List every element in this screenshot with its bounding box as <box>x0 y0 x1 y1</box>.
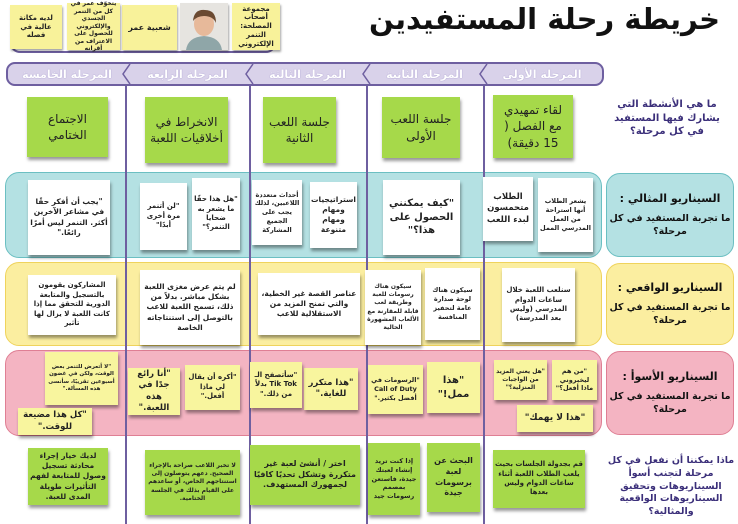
phase-1: المرحلة الأولى <box>502 67 582 81</box>
realistic-question: ما تجربة المستفيد في كل مرحلة؟ <box>609 302 731 326</box>
persona-name-note: شعبية عمر <box>122 5 177 50</box>
activity-3: جلسة اللعب الثانية <box>263 97 336 163</box>
worst-note: "هذا متكرر للغاية." <box>304 368 358 410</box>
activity-4: الانخراط في أخلاقيات اللعبة <box>145 97 228 163</box>
worst-note: "هذا لا يهمك" <box>517 405 593 432</box>
chevron-divider <box>121 64 131 84</box>
realistic-note: سيكون هناك لوحة صدارة عامة لتحفيز المنافسة <box>425 268 480 340</box>
solution-note: البحث عن لعبة برسومات جيدة <box>427 443 480 512</box>
solutions-question: ماذا يمكننا أن نفعل في كل مرحلة لتجنب أسوأ السيناريوهات وتحقيق السيناريوهات الواقعية والمثالية؟ <box>607 455 735 518</box>
ideal-question: ما تجربة المستفيد في كل مرحلة؟ <box>609 213 731 237</box>
ideal-note: "لن أتنمر مرة أخرى أبدًا" <box>140 183 187 250</box>
phase-4: المرحلة الرابعة <box>147 67 228 81</box>
activity-1: لقاء تمهيدي مع الفصل ( 15 دقيقة) <box>493 95 573 158</box>
realistic-label <box>606 263 734 345</box>
ideal-note: أحداث متعددة اللاعبين، لذلك يجب على الجميع المشاركة <box>252 180 302 245</box>
realistic-title: السيناريو الواقعي : <box>617 281 723 295</box>
ideal-note: استراتيجيات ومهام ومهام متنوعة <box>310 182 357 248</box>
page-title: خريطة رحلة المستفيدين <box>369 2 720 36</box>
activity-2: جلسة اللعب الأولى <box>382 97 460 158</box>
solution-note: إذا كنت تريد إنشاء لعبتك جيدة، فاستعن بمصمم رسومات جيد <box>368 443 420 515</box>
worst-note: "سأتصفح الـ Tik Tok بدلاً من ذلك." <box>250 362 302 408</box>
phase-3: المرحلة الثالثة <box>269 67 346 81</box>
realistic-note: سنلعب اللعبة خلال ساعات الدوام المدرسي (وليس بعد المدرسة) <box>502 268 575 342</box>
worst-label <box>606 351 734 435</box>
ideal-title: السيناريو المثالي : <box>619 192 721 206</box>
ideal-note: "كيف يمكنني الحصول على هذا؟" <box>383 180 460 255</box>
activity-5: الاجتماع الختامي <box>27 97 108 157</box>
worst-note: "كل هذا مضيعة للوقت." <box>18 408 92 435</box>
worst-note: "الرسومات في Call of Duty أفضل بكثير." <box>368 365 423 414</box>
solution-note: قم بجدولة الجلسات بحيث يلعب الطلاب اللعبة أثناء ساعات الدوام وليس بعدها <box>493 450 585 508</box>
chevron-divider <box>478 64 488 84</box>
worst-note: "هل يعني المزيد من الواجبات المنزلية؟" <box>494 360 547 400</box>
worst-note: "من هم ليخبروني ماذا أفعل؟" <box>552 360 597 400</box>
realistic-note: سيكون هناك رسومات للعبة وطريقة لعب قابلة للمقارنة مع الألعاب المشهورة الحالية <box>365 270 421 345</box>
persona-status-note: لديه مكانة عالية في فصله <box>10 5 62 49</box>
persona-behavior-note: يتخوّف عمر في كل من التنمر الجسدي والإلكتروني للحصول على الاعتراف من أقرانه <box>67 3 120 50</box>
persona-stakeholder-note: مجموعة أصحاب المصلحة: التنمر الإلكتروني <box>232 3 280 50</box>
phase-2: المرحلة الثانية <box>386 67 463 81</box>
column-divider <box>483 86 485 524</box>
worst-note: "هذا ممل!" <box>427 362 480 413</box>
worst-note: "أكره أن يقال لي ماذا أفعل." <box>185 365 240 410</box>
worst-note: "لا أتعرض للتنمر بعض الوقت، ولكن في غضون أسبوعين تقريبًا، سأنسى هذه المسألة." <box>45 352 118 405</box>
ideal-note: الطلاب متحمسون لبدء اللعب <box>483 177 533 241</box>
ideal-note: "هل هذا حقًا ما يشعر به ضحايا التنمر؟" <box>192 178 240 250</box>
activities-question: ما هي الأنشطة التي يشارك فيها المستفيد في كل مرحلة؟ <box>614 99 720 137</box>
worst-note: "أنا رائع جدًا في هذه اللعبة." <box>128 368 180 415</box>
realistic-note: المشاركون يقومون بالتسجيل والمتابعة الدورية للتحقق مما إذا كانت اللعبة لا يزال لها تأثير <box>28 275 116 335</box>
ideal-label <box>606 173 734 257</box>
solution-note: لا تخبر اللاعب صراحة بالإجراء الصحيح. دعهم يتوصلون إلى استنتاجهم الخاص، أو ساعدهم على القيام بذلك في الجلسة الختامية. <box>145 450 240 515</box>
worst-title: السيناريو الأسوأ : <box>622 370 718 384</box>
persona-photo <box>180 3 228 50</box>
ideal-note: "يجب أن أفكر حقًا في مشاعر الآخرين أكثر. التنمر ليس أمرًا رائعًا." <box>28 180 110 255</box>
realistic-note: عناصر القصة غير الخطية، والتي تمنح المزيد من الاستقلالية للاعب <box>258 273 360 335</box>
column-divider <box>125 86 127 524</box>
solution-note: اختر / أنشئ لعبة غير متكررة وتشكل تحديًا كافيًا لجمهورك المستهدف. <box>250 445 360 505</box>
phase-5: المرحلة الخامسة <box>22 67 112 81</box>
chevron-divider <box>361 64 371 84</box>
solution-note: لديك خيار إجراء محادثة تسجيل وصول للمتابعة لفهم التأثيرات طويلة المدى للعبة. <box>28 448 108 505</box>
chevron-divider <box>244 64 254 84</box>
ideal-note: يشعر الطلاب أنها استراحة من العمل المدرسي الممل <box>538 178 593 252</box>
realistic-note: لم يتم عرض مغزى اللعبة بشكل مباشر. بدلاً من ذلك، تسمح اللعبة للاعب بالتوصل إلى استنتاجاته الخاصة <box>140 270 240 345</box>
worst-question: ما تجربة المستفيد في كل مرحلة؟ <box>609 391 731 415</box>
